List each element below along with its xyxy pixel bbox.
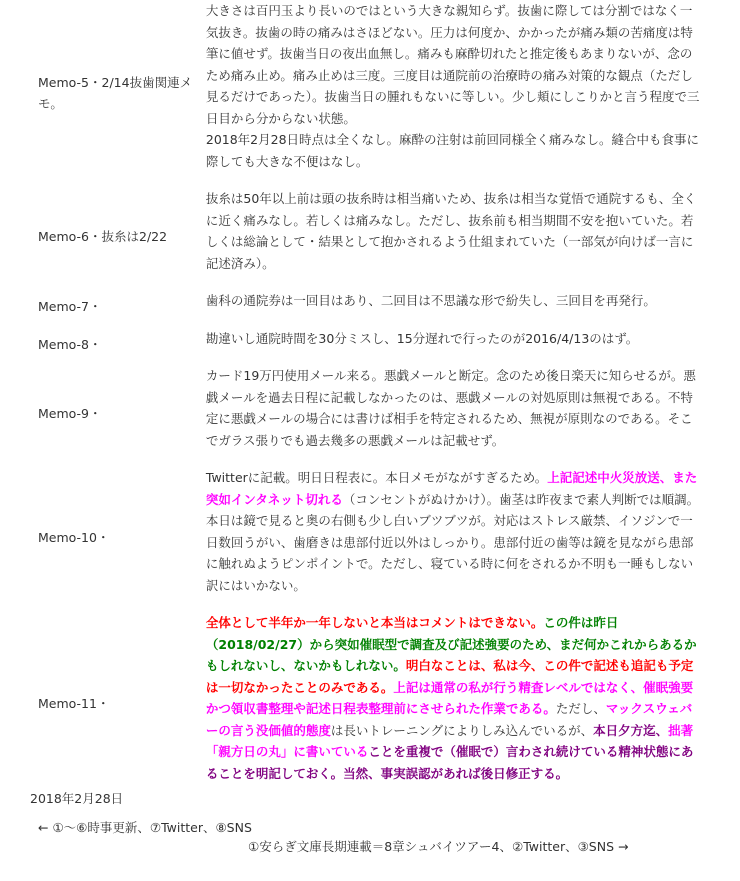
- memo-label: Memo-11・: [38, 696, 110, 712]
- memo-label: Memo-9・: [38, 406, 102, 422]
- memo-text-span: 本日夕方迄、: [593, 722, 669, 738]
- memo-row: [0, 363, 700, 465]
- memo-label: Memo-10・: [38, 529, 110, 545]
- memo-text-span: ただし、: [555, 701, 606, 716]
- memo-paragraph: 抜糸は50年以上前は頭の抜糸時は相当痛いため、抜糸は相当な覚悟で通院するも、全くに近く痛みなし。若しくは痛みなし。ただし、抜糸前も相当期間不安を抱いていた。若しくは総論として・結果として抱かされるよう仕組まれていた（一部気が向けば一言に記述済み）。: [205, 191, 697, 271]
- memo-text-span: Twitterに記載。明日日程表に。本日メモがながすぎるため。: [205, 470, 548, 485]
- memo-paragraph: 勘違いし通院時間を30分ミスし、15分遅れで行ったのが2016/4/13のはず。: [205, 330, 639, 346]
- memo-paragraph: [206, 612, 700, 784]
- memo-paragraph: 大きさは百円玉より長いのではという大きな親知らず。抜歯に際しては分割ではなく一気抜き。抜歯の時の痛みはさほどない。圧力は何度か、かかったが痛み類の苦痛度は特筆に値せず。抜歯当日の夜出血無し。痛みも麻酔切れたと推定後もあまりないが、念のため痛み止め。痛み止めは三度。三度目は通院前の治療時の痛み対策的な観点（ただし見るだけであった）。抜歯当日の腫れもないに等しい。少し頬にしこりかと言う程度で三日目から分からない状態。: [205, 3, 700, 126]
- memo-text: [206, 465, 700, 610]
- memo-paragraph: 歯科の通院券は一回目はあり、二回目は不思議な形で紛失し、三回目を再発行。: [205, 293, 656, 308]
- memo-text-span: （コンセントがぬけかけ）。歯茎は昨夜まで素人判断では順調。本日は鏡で見ると奥の右側も少し白いブツブツが。対応はストレス厳禁、イソジンで一日数回うがい、歯磨きは患部付近以外はしっかり。患部付近の歯等は鏡を見ながら患部に触れぬようピンポイントで。ただし、寝ている時に何をされるか不明も一睡もしない訳にはいかない。: [205, 491, 700, 593]
- memo-row: [0, 465, 700, 610]
- memo-text: [206, 326, 700, 364]
- memo-row: [0, 0, 700, 186]
- memo-text-span: は長いトレーニングによりしみ込んでいるが、: [330, 722, 594, 738]
- memo-text: [206, 610, 700, 798]
- memo-row: [0, 610, 700, 798]
- memo-paragraph: [206, 467, 700, 596]
- memo-text: [206, 288, 700, 326]
- memo-label: Memo-7・: [38, 299, 102, 314]
- memo-text: [206, 363, 700, 465]
- memo-row: [0, 288, 700, 326]
- next-post-link[interactable]: ①安らぎ文庫長期連載＝8章シュバイツアー4、②Twitter、③SNS →: [248, 839, 629, 854]
- memo-label: Memo-8・: [38, 336, 102, 352]
- memo-text-span: この件は昨日（2018/02/27）から突如催眠型で調査及び記述強要のため、まだ何かこれからあるかもしれないし、ないかもしれない。: [205, 615, 697, 673]
- memo-text-span: ことを重複で（催眠で）言わされ続けている精神状態にあることを明記しておく。当然、事実誤認があれば後日修正する。: [205, 744, 694, 781]
- memo-text-span: マックスウェバーの言う没価値的態度: [205, 701, 693, 738]
- post-date: 2018年2月28日: [30, 791, 124, 806]
- memo-text: [206, 186, 700, 288]
- memo-paragraph: 2018年2月28日時点は全くなし。麻酔の注射は前回同様全く痛みなし。縫合中も食事に際しても大きな不便はなし。: [205, 132, 700, 169]
- memo-text-span: 上記記述中火災放送、また突如インタネット切れる: [205, 470, 698, 507]
- memo-text-span: 明白なことは、私は今、この件で記述も追記も予定は一切なかったことのみである。: [205, 658, 694, 695]
- memo-label: Memo-5・2/14抜歯関連メモ。: [38, 74, 193, 111]
- memo-text-span: 拙著「親方日の丸」に書いている: [205, 722, 694, 759]
- memo-text-span: 全体として半年か一年しないと本当はコメントはできない。: [205, 615, 544, 630]
- memo-paragraph: カード19万円使用メール来る。悪戯メールと断定。念のため後日楽天に知らせるが。悪戯メールを過去日程に記載しなかったのは、悪戯メールの対処原則は無視である。不特定に悪戯メールの場合には書けば相手を特定されるため、無視が原則なのである。そこでガラス張りでも過去幾多の悪戯メールは記載せず。: [205, 368, 696, 448]
- memo-row: [0, 186, 700, 288]
- memo-text-span: 上記は通常の私が行う精査レベルではなく、催眠強要かつ領収書整理や記述日程表整理前にさせられた作業である。: [205, 679, 694, 716]
- memo-row: [0, 326, 700, 364]
- previous-post-link[interactable]: ← ①～⑥時事更新、⑦Twitter、⑧SNS: [38, 820, 252, 835]
- memo-text: [206, 0, 700, 186]
- memo-label: Memo-6・抜糸は2/22: [38, 229, 168, 245]
